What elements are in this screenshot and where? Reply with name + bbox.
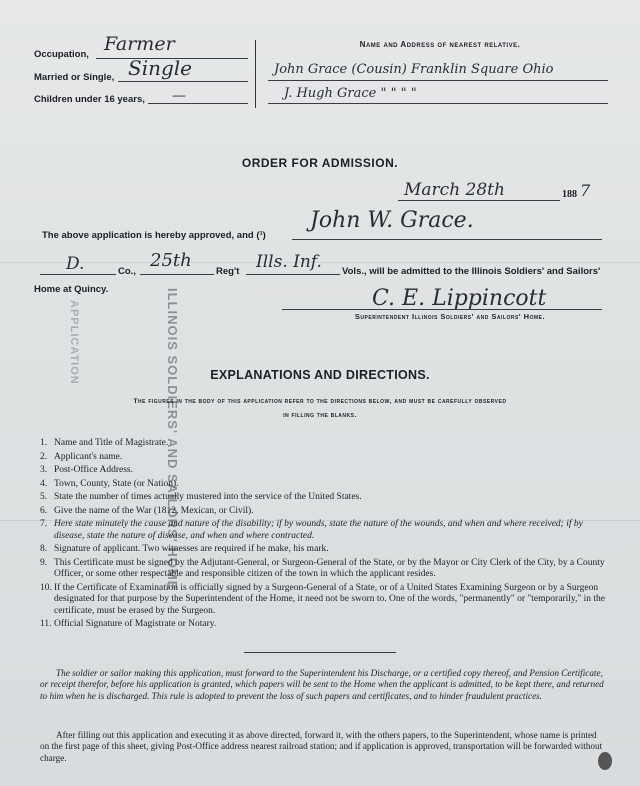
- order-title: ORDER FOR ADMISSION.: [241, 156, 399, 170]
- regiment-value: 25th: [150, 250, 192, 271]
- relative-line-1: [268, 80, 608, 81]
- ink-blot: [598, 752, 612, 770]
- list-item: 11. Official Signature of Magistrate or Notary.: [40, 619, 217, 629]
- occupation-value: Farmer: [104, 33, 175, 55]
- approved-line: [292, 239, 602, 240]
- nearest-relative-header: Name and Address of nearest relative.: [359, 40, 521, 49]
- year-prefix: 188: [562, 189, 577, 200]
- list-item: 6. Give the name of the War (1812, Mexican, or Civil).: [40, 505, 254, 516]
- children-label: Children under 16 years,: [34, 94, 145, 105]
- directions-list: [40, 438, 612, 633]
- regt-label: Reg't: [216, 266, 240, 277]
- signature-line: [282, 309, 602, 310]
- order-date-value: March 28th: [404, 180, 505, 200]
- superintendent-caption: Superintendent Illinois Soldiers' and Sailors' Home.: [354, 312, 546, 321]
- explanations-subtitle-2: in filling the blanks.: [283, 412, 357, 419]
- relative-value-1: John Grace (Cousin) Franklin Square Ohio: [274, 62, 554, 77]
- children-value: —: [172, 88, 186, 104]
- approved-text: The above application is hereby approved, and (¹): [42, 230, 266, 241]
- home-text: Home at Quincy.: [34, 284, 109, 295]
- married-value: Single: [128, 56, 193, 80]
- regiment-line: [140, 274, 214, 275]
- vols-text: Vols., will be admitted to the Illinois Soldiers' and Sailors': [342, 266, 601, 277]
- list-item: 5. State the number of times actually mustered into the service of the United States.: [40, 492, 362, 502]
- married-line: [118, 81, 248, 82]
- applicant-name: John W. Grace.: [310, 208, 474, 233]
- company-label: Co.,: [118, 266, 136, 277]
- application-stamp: APPLICATION: [68, 300, 80, 385]
- list-item: 2. Applicant's name.: [40, 451, 123, 462]
- list-item: 8. Signature of applicant. Two witnesses are required if he make, his mark.: [40, 544, 329, 554]
- explanations-title: EXPLANATIONS AND DIRECTIONS.: [210, 368, 430, 382]
- married-label: Married or Single,: [34, 72, 115, 83]
- company-line: [40, 274, 116, 275]
- superintendent-signature: C. E. Lippincott: [372, 286, 547, 311]
- children-line: [148, 103, 248, 104]
- field-brace: [255, 40, 264, 108]
- note-paragraph-1: The soldier or sailor making this application, must forward to the Superintendent his Discharge, or a certified copy thereof, and Pension Certificate, or receipt therefor, before his application is granted, which papers will be sent to the Home when the applicant is admitted, to be kept there, and returned to him when he is discharged. This rule is adopted to prevent the loss of such papers and certificates, and to hinder fraudulent practices.: [40, 668, 604, 701]
- relative-value-2: J. Hugh Grace " " " ": [284, 86, 417, 101]
- list-item: 4. Town, County, State (or Nation).: [40, 478, 179, 489]
- note-paragraph-2: After filling out this application and executing it as above directed, forward it, with the others papers, to the Superintendent, whose name is printed on the first page of this sheet, giving Post-Office address nearest railroad station; and if application is approved, transportation will be forwarded without charge.: [40, 730, 603, 763]
- list-item: 1. Name and Title of Magistrate.: [40, 438, 169, 448]
- company-value: D.: [66, 254, 85, 274]
- occupation-label: Occupation,: [34, 49, 89, 60]
- section-divider: [244, 652, 396, 653]
- state-line: [246, 274, 340, 275]
- list-item: 9. This Certificate must be signed by the Adjutant-General, or Surgeon-General of the State, or by the Mayor or City Clerk of the City, by a County Officer, or some other respectable and responsible citizen of the town in which the applicant resides.: [40, 557, 605, 579]
- year-suffix: 7: [580, 181, 591, 200]
- state-value: Ills. Inf.: [256, 252, 322, 272]
- list-item: 3. Post-Office Address.: [40, 465, 133, 475]
- list-item: 7. Here state minutely the cause and nature of the disability; if by wounds, state the nature of the wounds, and when and where received; if by disease, state the nature of disease, and when and where contracted.: [40, 519, 583, 541]
- list-item: 10. If the Certificate of Examination is officially signed by a Surgeon-General of a State, or of a United States Examining Surgeon or by a Surgeon designated for that purpose by the Superintendent of the Home, it need not be sworn to. One of the words, "permanently" or "temporarily," in the certificate, must be erased by the Surgeon.: [40, 582, 605, 616]
- home-stamp: ILLINOIS SOLDIERS' AND SAILORS' HOME: [165, 288, 180, 591]
- date-line: [398, 200, 560, 201]
- relative-line-2: [268, 103, 608, 104]
- explanations-subtitle-1: The figures in the body of this application refer to the directions below, and must be carefully observed: [133, 398, 507, 405]
